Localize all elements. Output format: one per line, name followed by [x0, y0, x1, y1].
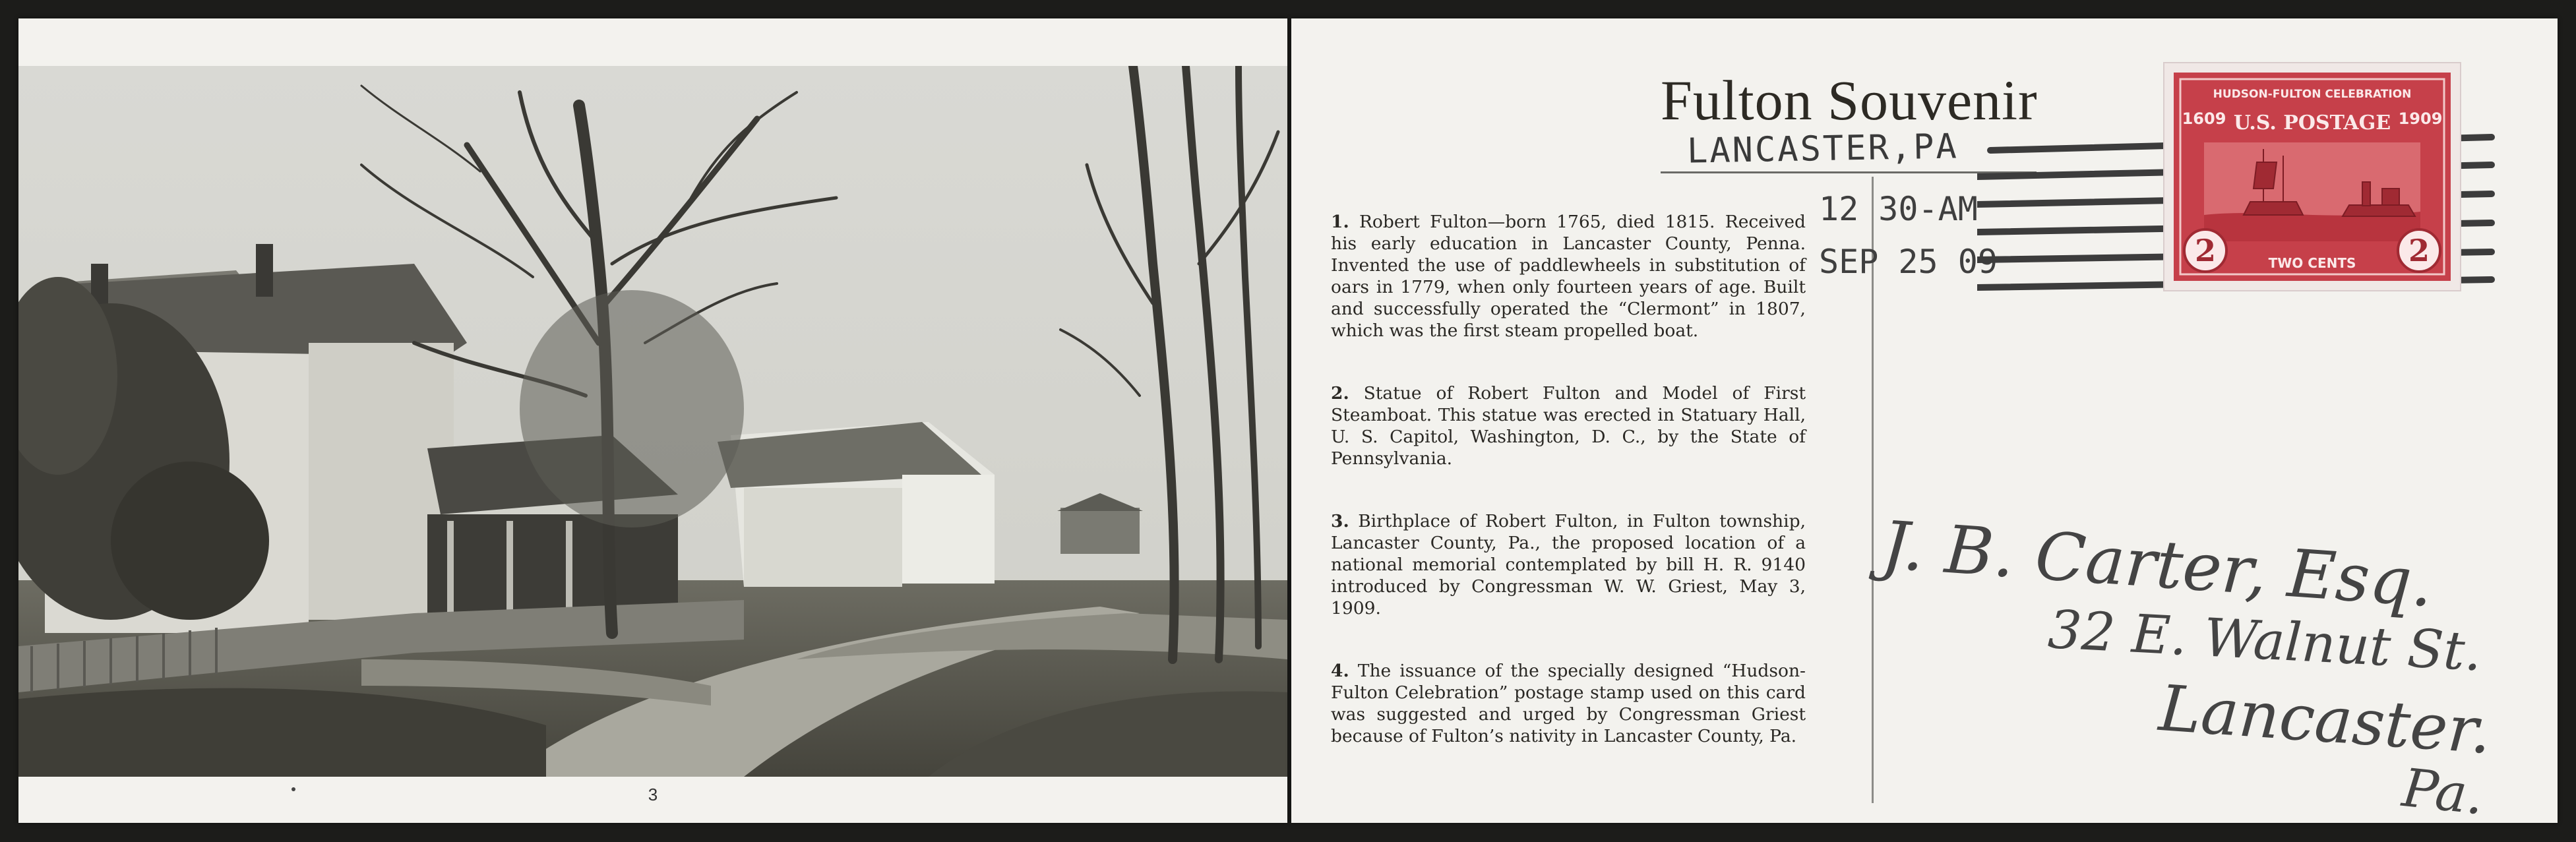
stamp-postage-text: U.S. POSTAGE [2233, 111, 2391, 135]
postage-stamp [2164, 63, 2460, 290]
postcard-address-side [1291, 18, 2558, 827]
note-number: 3. [1331, 511, 1349, 531]
note-text: The issuance of the specially designed “Hudson-Fulton Celebration” postage stamp used on this card was suggested and urged by Congressman Griest because of Fulton’s nativity in Lancaster County, Pa. [1331, 661, 1806, 746]
postmark-date: SEP 25 09 [1819, 243, 1998, 281]
stamp-year-right: 1909 [2398, 109, 2443, 128]
note-item [1331, 382, 1806, 469]
photograph-image [18, 66, 1287, 777]
note-item [1331, 660, 1806, 747]
address-city: Lancaster. [2157, 671, 2494, 768]
note-text: Robert Fulton—born 1765, died 1815. Received his early education in Lancaster County, Penna. Invented the use of paddlewheels in substitution of oars in 1779, when only fourteen years of age. Built and successfully operated the “Clermont” in 1807, which was the first steam propelled boat. [1331, 212, 1806, 341]
note-number: 1. [1331, 212, 1349, 232]
note-number: 4. [1331, 661, 1349, 681]
plate-number: 3 [648, 785, 658, 804]
stamp-bottom-text: TWO CENTS [2268, 255, 2356, 271]
note-text: Statue of Robert Fulton and Model of First Steamboat. This statue was erected in Statuary Hall, U. S. Capitol, Washington, D. C., by the State of Pennsylvania. [1331, 383, 1806, 469]
postmark-time: 12 30-AM [1819, 190, 1978, 228]
addressee-name: J. B. Carter, Esq. [1879, 506, 2436, 622]
address-street: 32 E. Walnut St. [2046, 599, 2484, 683]
stamp-value-right: 2 [2408, 233, 2430, 268]
birthplace-photograph [18, 66, 1287, 777]
note-item [1331, 211, 1806, 342]
stamp-year-left: 1609 [2182, 109, 2226, 128]
address-state: Pa. [2399, 757, 2487, 827]
stamp-top-text: HUDSON-FULTON CELEBRATION [2213, 88, 2412, 101]
stamp-artwork [2164, 63, 2460, 290]
print-speck [291, 787, 295, 791]
postcard-photo-panel [18, 18, 1287, 823]
note-text: Birthplace of Robert Fulton, in Fulton township, Lancaster County, Pa., the proposed location of a national memorial contemplated by bill H. R. 9140 introduced by Congressman W. W. Griest, May 3, 1909. [1331, 511, 1806, 618]
postmark-town: LANCASTER,PA [1686, 127, 1959, 171]
caption-notes [1331, 211, 1806, 788]
card-title: Fulton Souvenir [1661, 69, 2038, 132]
note-number: 2. [1331, 383, 1349, 404]
note-item [1331, 510, 1806, 619]
stamp-value-left: 2 [2194, 233, 2217, 268]
